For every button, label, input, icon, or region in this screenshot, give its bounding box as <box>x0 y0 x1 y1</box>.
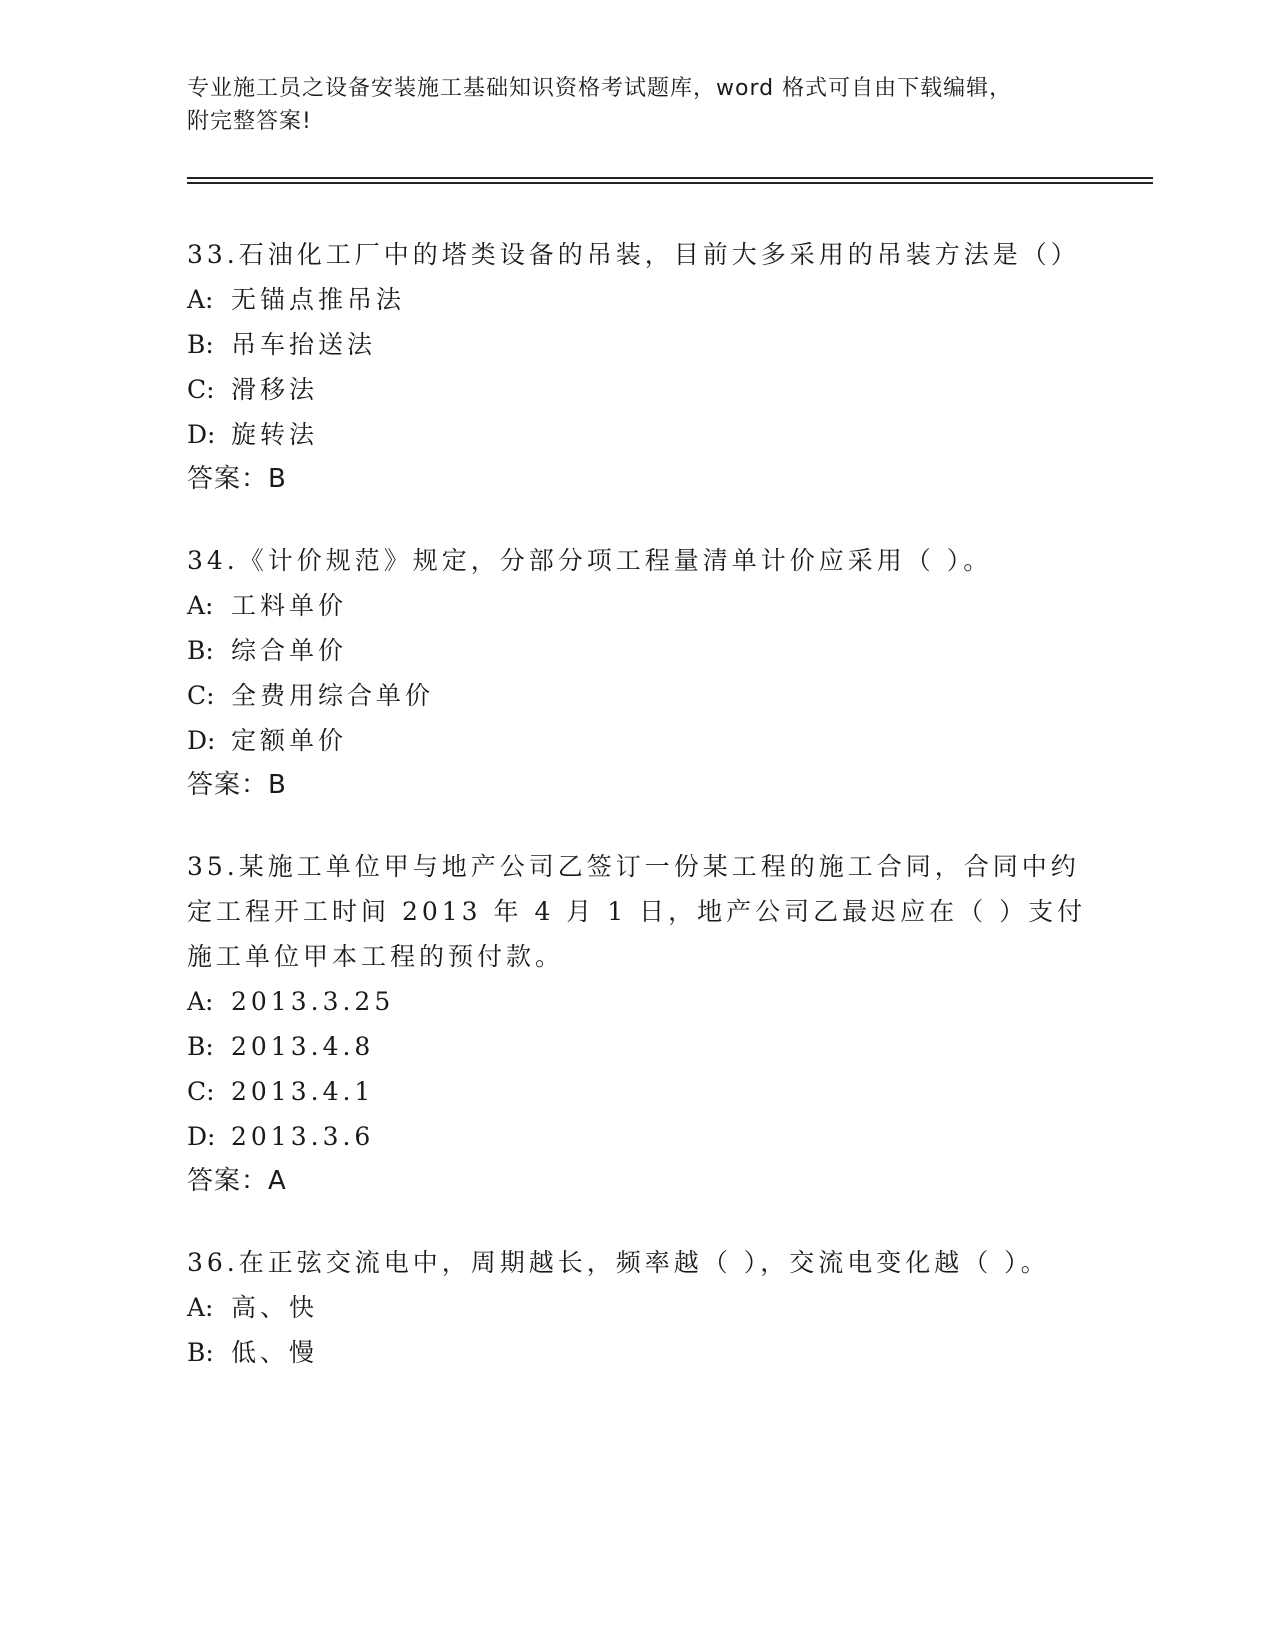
option-text: 旋转法 <box>231 420 319 449</box>
option-text: 全费用综合单价 <box>231 681 435 710</box>
option-a <box>187 979 1087 1024</box>
option-d <box>187 718 1087 763</box>
option-text: 无锚点推吊法 <box>231 285 406 314</box>
option-text: 高、快 <box>231 1293 319 1322</box>
option-letter: B: <box>187 1032 214 1061</box>
document-header <box>187 72 1087 138</box>
option-d <box>187 412 1087 457</box>
option-letter: B: <box>187 330 214 359</box>
header-rule-top <box>187 177 1153 179</box>
answer-label: 答案：A <box>187 1166 287 1196</box>
option-text: 2013.4.8 <box>231 1032 375 1061</box>
answer-label: 答案：B <box>187 770 287 800</box>
option-text: 吊车抬送法 <box>231 330 377 359</box>
question-list <box>187 232 1087 1411</box>
option-letter: B: <box>187 636 214 665</box>
option-c <box>187 673 1087 718</box>
option-letter: C: <box>187 375 215 404</box>
answer-label: 答案：B <box>187 464 287 494</box>
question-35 <box>187 844 1087 1204</box>
option-text: 2013.3.25 <box>231 987 395 1016</box>
header-line-1: 专业施工员之设备安装施工基础知识资格考试题库，word 格式可自由下载编辑， <box>187 76 1013 101</box>
option-letter: D: <box>187 726 216 755</box>
option-b <box>187 1330 1087 1375</box>
option-letter: B: <box>187 1338 214 1367</box>
question-33 <box>187 232 1087 502</box>
question-stem: 36.在正弦交流电中，周期越长，频率越（ ），交流电变化越（ ）。 <box>187 1248 1050 1277</box>
option-text: 工料单价 <box>231 591 348 620</box>
question-stem: 33.石油化工厂中的塔类设备的吊装，目前大多采用的吊装方法是（） <box>187 240 1080 269</box>
option-letter: C: <box>187 681 215 710</box>
option-text: 滑移法 <box>231 375 319 404</box>
question-34 <box>187 538 1087 808</box>
option-c <box>187 367 1087 412</box>
option-text: 综合单价 <box>231 636 348 665</box>
option-b <box>187 322 1087 367</box>
option-text: 定额单价 <box>231 726 348 755</box>
question-stem: 34.《计价规范》规定，分部分项工程量清单计价应采用（ ）。 <box>187 546 993 575</box>
option-text: 2013.4.1 <box>231 1077 375 1106</box>
option-letter: A: <box>187 1293 214 1322</box>
option-b <box>187 1024 1087 1069</box>
option-d <box>187 1114 1087 1159</box>
option-letter: C: <box>187 1077 215 1106</box>
option-text: 低、慢 <box>231 1338 319 1367</box>
option-letter: D: <box>187 1122 216 1151</box>
header-line-2: 附完整答案! <box>187 109 312 134</box>
question-stem: 35.某施工单位甲与地产公司乙签订一份某工程的施工合同，合同中约定工程开工时间 2013 年 4 月 1 日，地产公司乙最迟应在（ ）支付施工单位甲本工程的预付款。 <box>187 852 1087 971</box>
option-b <box>187 628 1087 673</box>
header-rule-bottom <box>187 182 1153 184</box>
option-letter: D: <box>187 420 216 449</box>
option-c <box>187 1069 1087 1114</box>
option-letter: A: <box>187 591 214 620</box>
option-text: 2013.3.6 <box>231 1122 375 1151</box>
option-letter: A: <box>187 987 214 1016</box>
question-36 <box>187 1240 1087 1375</box>
option-letter: A: <box>187 285 214 314</box>
option-a <box>187 583 1087 628</box>
option-a <box>187 277 1087 322</box>
option-a <box>187 1285 1087 1330</box>
